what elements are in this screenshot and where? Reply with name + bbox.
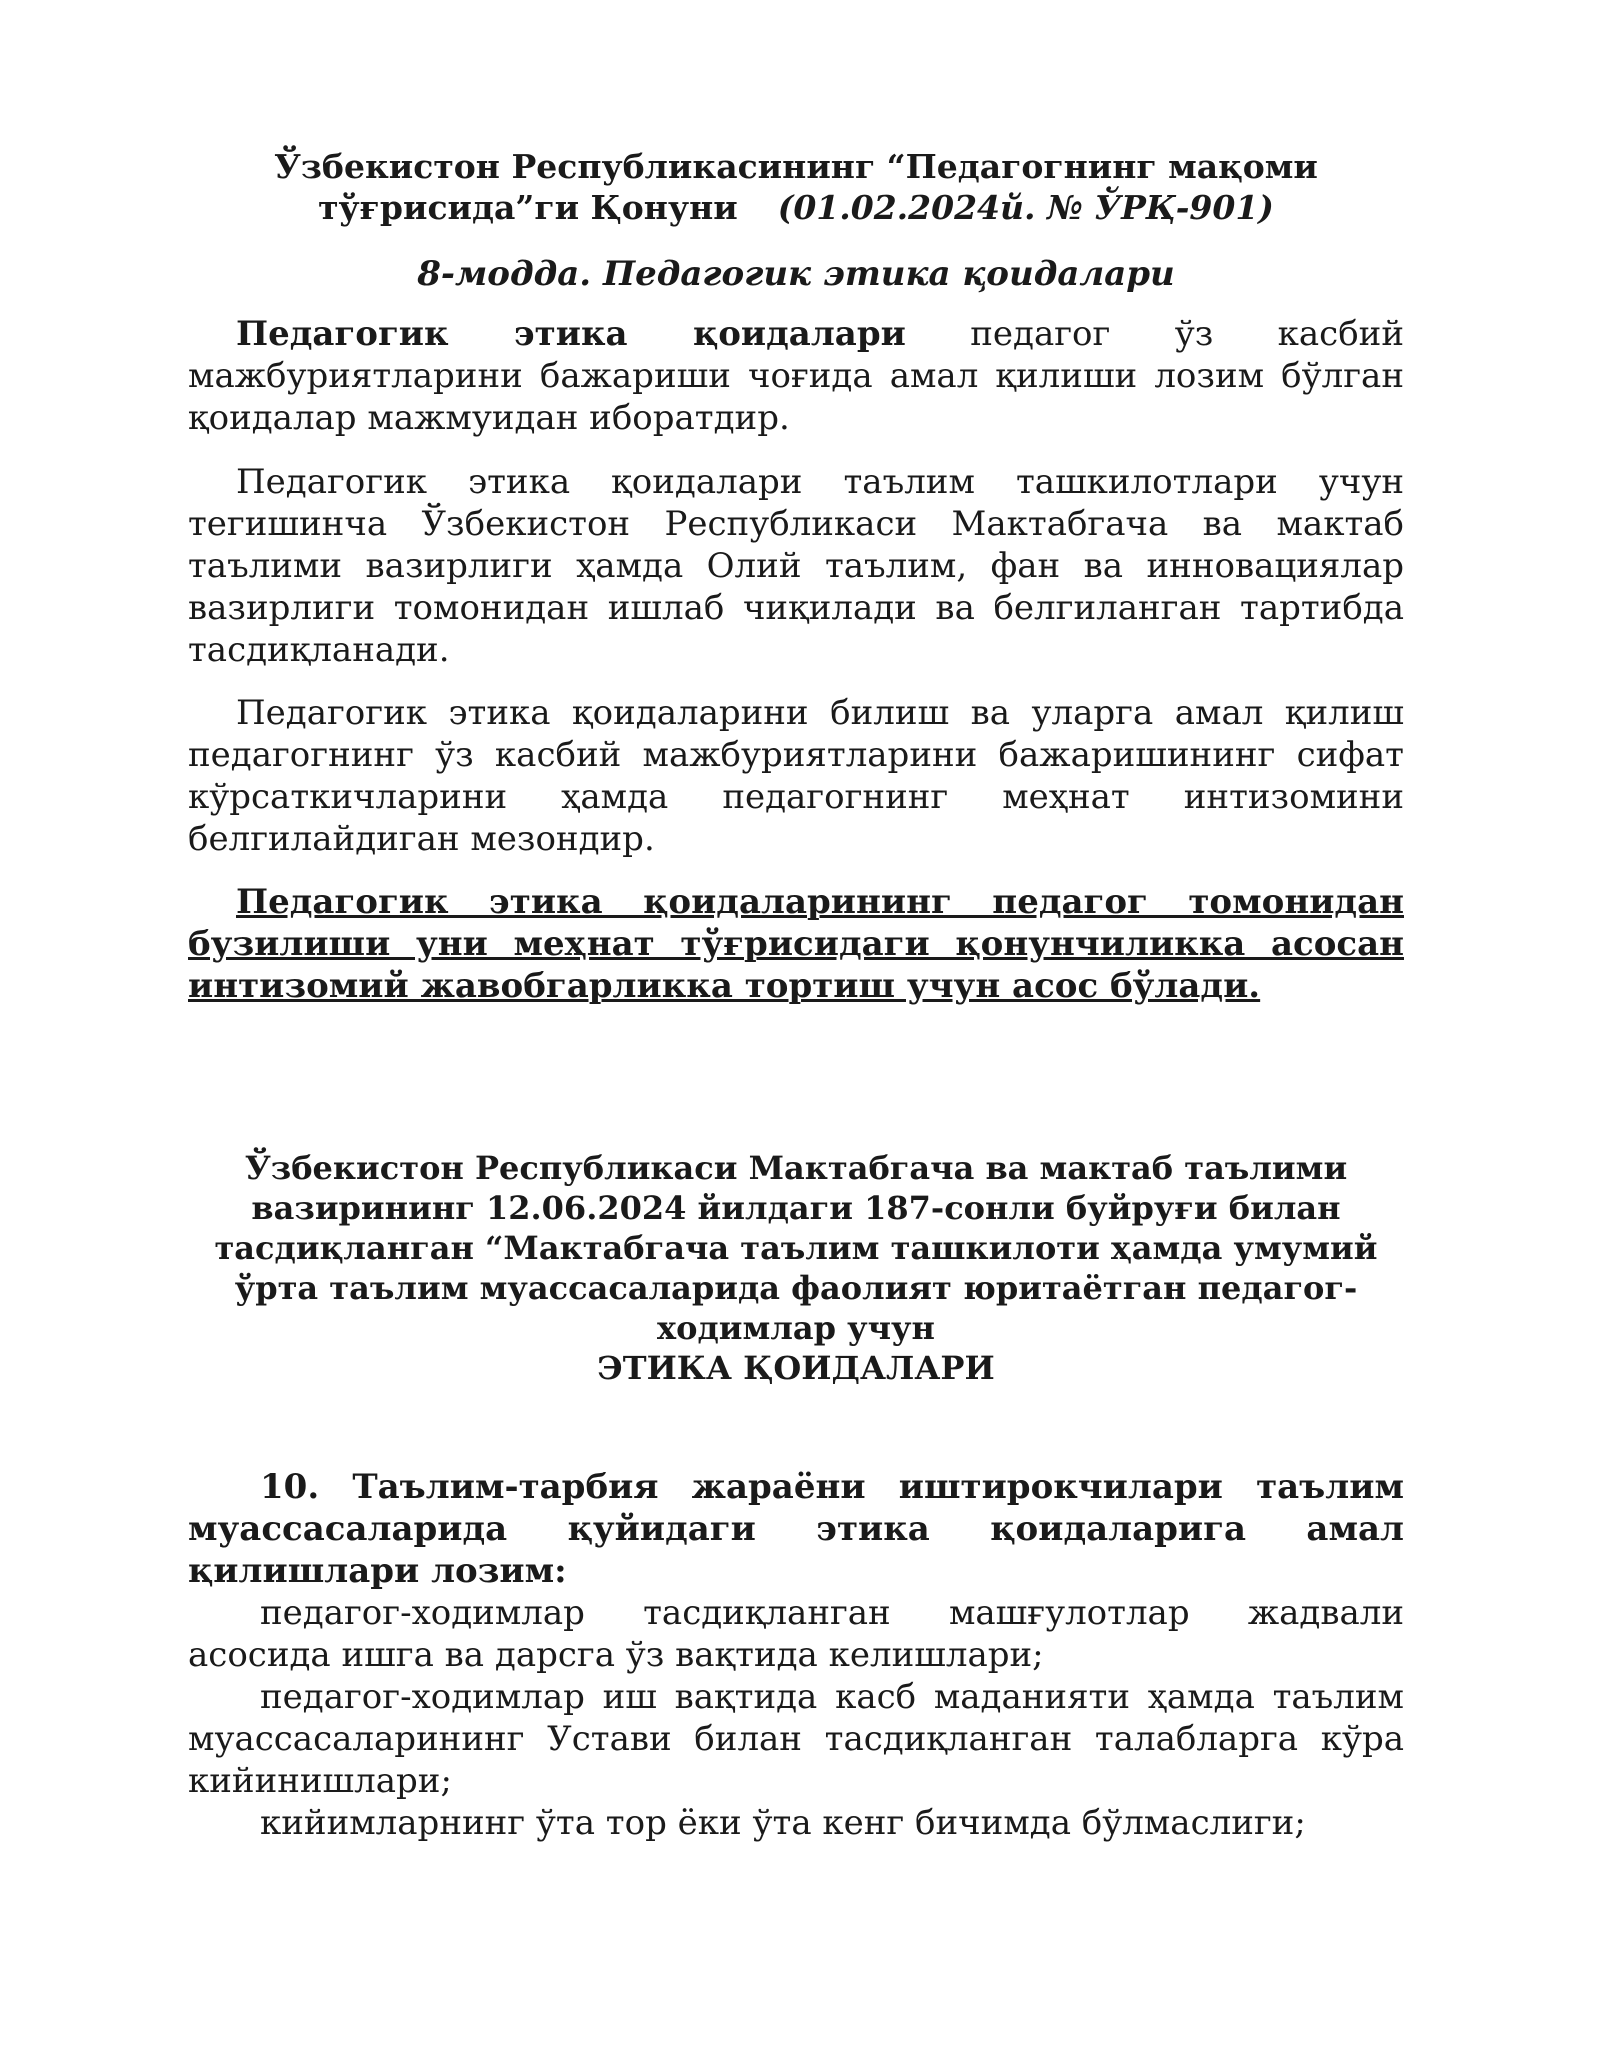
rules-title-line-1: Ўзбекистон Республикаси Мактабгача ва мактаб таълими	[244, 1149, 1348, 1187]
law-title-name: тўғрисида”ги Қонуни	[318, 188, 738, 227]
article-title: 8-модда. Педагогик этика қоидалари	[417, 254, 1175, 294]
law-paragraph-3: Педагогик этика қоидаларини билиш ва уларга амал қилиш педагогнинг ўз касбий мажбуриятларини бажаришининг сифат кўрсаткичларини ҳамда педагогнинг меҳнат интизомини белгилайдиган мезондир.	[188, 693, 1404, 859]
rules-title-line-4: ўрта таълим муассасаларида фаолият юритаётган педагог-	[234, 1269, 1358, 1307]
rules-item-10: 10. Таълим-тарбия жараёни иштирокчилари таълим муассасаларида қуйидаги этика қоидаларига амал қилишлари лозим:	[188, 1467, 1404, 1591]
law-title-line-1: Ўзбекистон Республикасининг “Педагогнинг мақоми	[274, 147, 1318, 186]
list-item: педагог-ходимлар иш вақтида касб маданияти ҳамда таълим муассасаларининг Устави билан тасдиқланган талабларга кўра кийинишлари;	[188, 1677, 1404, 1801]
rules-title-line-5: ходимлар учун	[657, 1309, 935, 1347]
list-item: педагог-ходимлар тасдиқланган машғулотлар жадвали асосида ишга ва дарсга ўз вақтида келишлари;	[188, 1593, 1404, 1675]
law-title	[188, 146, 1404, 228]
law-paragraph-2: Педагогик этика қоидалари таълим ташкилотлари учун тегишинча Ўзбекистон Республикаси Мактабгача ва мактаб таълими вазирлиги ҳамда Олий таълим, фан ва инновациялар вазирлиги томонидан ишлаб чиқилади ва белгиланган тартибда тасдиқланади.	[188, 462, 1404, 670]
law-paragraph-1-lead: Педагогик этика қоидалари	[236, 314, 906, 354]
law-paragraph-1-rest: педагог ўз касбий мажбуриятларини бажариши чоғида амал қилиши лозим бўлган қоидалар мажмуидан иборатдир.	[188, 314, 1404, 438]
law-date-reference: (01.02.2024й. № ЎРҚ-901)	[777, 188, 1274, 227]
rules-title-line-3: тасдиқланган “Мактабгача таълим ташкилоти ҳамда умумий	[214, 1229, 1378, 1267]
rules-item-10-list	[188, 1592, 1404, 1844]
law-title-line-2	[188, 187, 1404, 228]
rules-title-line-2: вазирининг 12.06.2024 йилдаги 187-сонли буйруғи билан	[251, 1189, 1341, 1227]
rules-title	[188, 1148, 1404, 1388]
law-paragraph-1	[188, 313, 1404, 439]
law-paragraph-4-underlined: Педагогик этика қоидаларининг педагог томонидан бузилиши уни меҳнат тўғрисидаги қонунчиликка асосан интизомий жавобгарликка тортиш учун асос бўлади.	[188, 882, 1404, 1006]
rules-title-line-6: ЭТИКА ҚОИДАЛАРИ	[597, 1349, 995, 1387]
list-item: кийимларнинг ўта тор ёки ўта кенг бичимда бўлмаслиги;	[260, 1803, 1306, 1843]
